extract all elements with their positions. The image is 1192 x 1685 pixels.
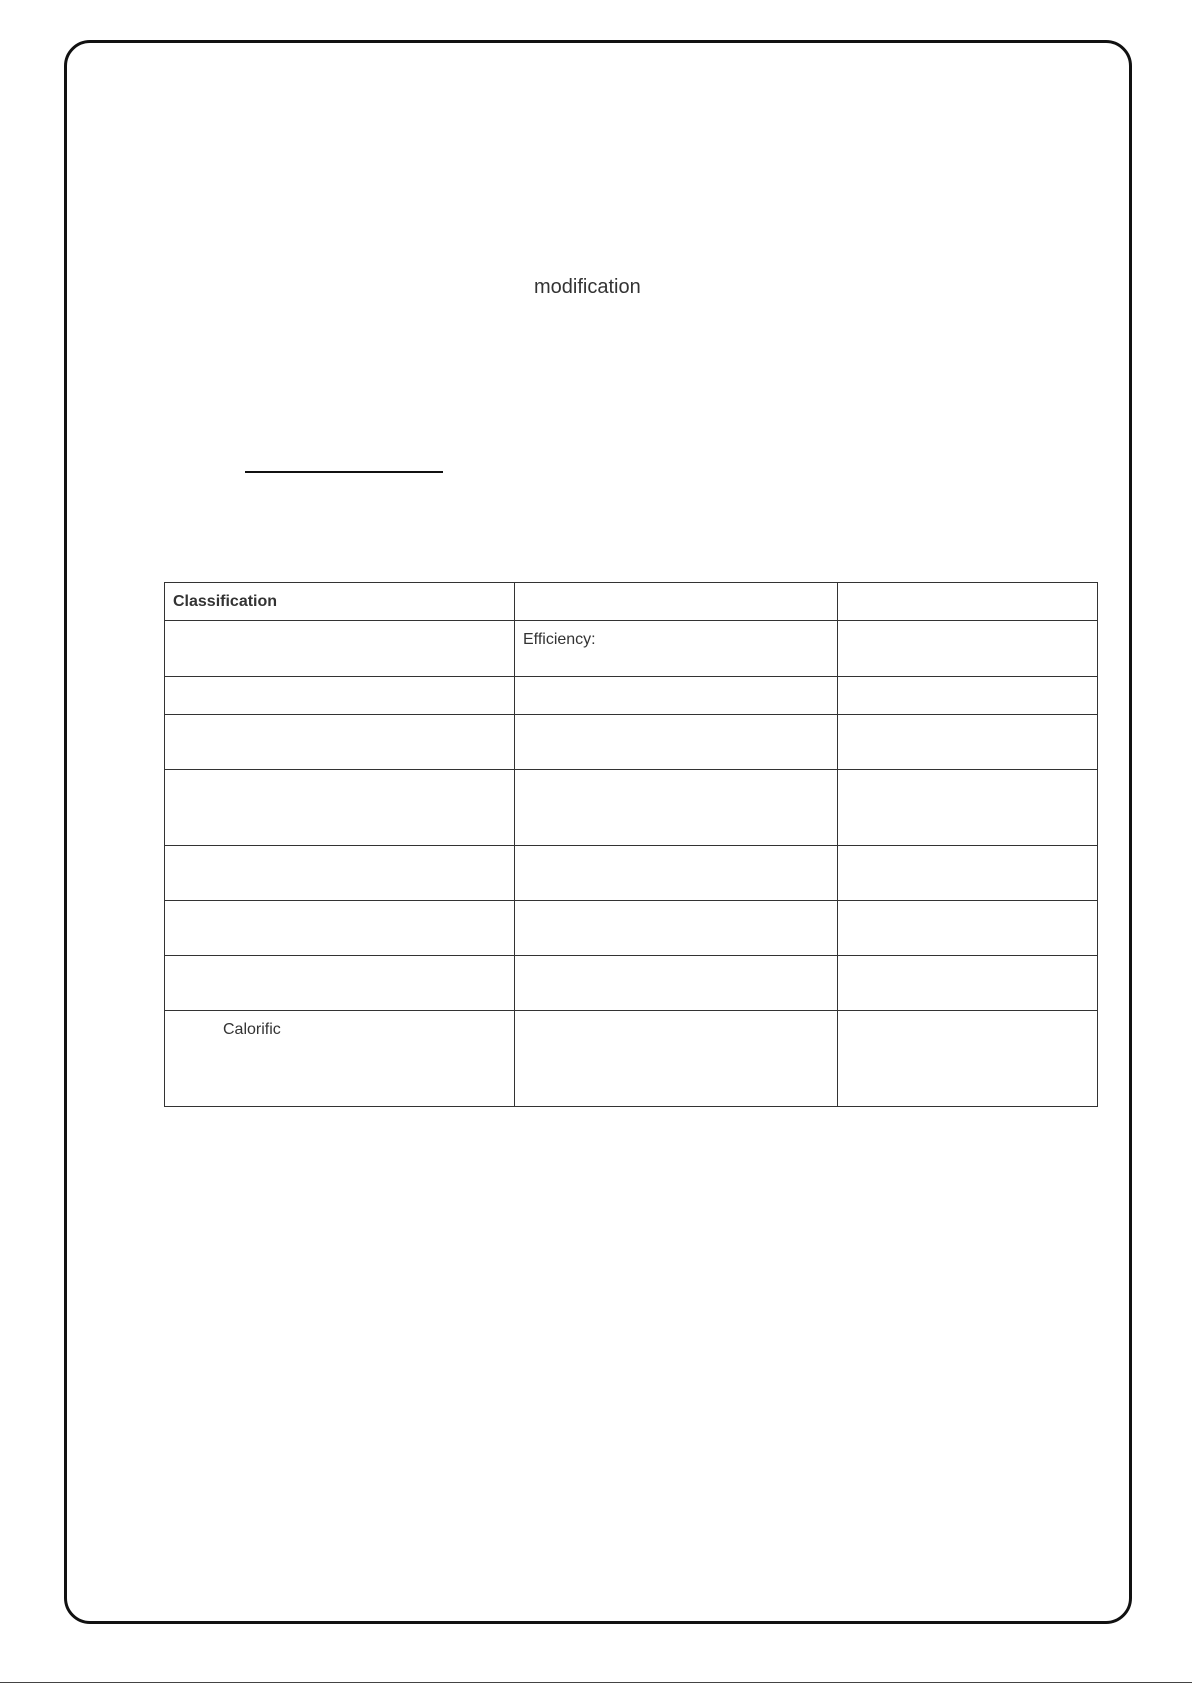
table-row	[165, 1011, 1098, 1107]
table-cell	[165, 901, 515, 956]
table-row	[165, 621, 1098, 677]
table-row	[165, 901, 1098, 956]
table-row	[165, 677, 1098, 715]
table-cell	[515, 846, 838, 901]
header-cell-3	[838, 583, 1098, 621]
table-cell	[838, 770, 1098, 846]
table-row	[165, 846, 1098, 901]
header-cell-2	[515, 583, 838, 621]
table-cell-calorific: Calorific	[165, 1011, 515, 1107]
page-heading: modification	[534, 276, 641, 298]
page-bottom-edge	[0, 1682, 1192, 1683]
table-cell	[165, 677, 515, 715]
table-header-row	[165, 583, 1098, 621]
table-cell	[165, 621, 515, 677]
table-cell	[165, 715, 515, 770]
table-cell	[515, 770, 838, 846]
table-cell	[165, 956, 515, 1011]
table-cell	[515, 1011, 838, 1107]
table-cell	[838, 1011, 1098, 1107]
table-row	[165, 715, 1098, 770]
table-cell	[838, 901, 1098, 956]
table-row	[165, 956, 1098, 1011]
underline-rule	[245, 471, 443, 473]
table-cell	[515, 677, 838, 715]
table-row	[165, 770, 1098, 846]
table-cell	[838, 956, 1098, 1011]
table-cell	[515, 956, 838, 1011]
table-cell	[838, 621, 1098, 677]
table-cell	[165, 770, 515, 846]
table-cell	[838, 846, 1098, 901]
table-cell-efficiency: Efficiency:	[515, 621, 838, 677]
table-cell	[838, 677, 1098, 715]
table-cell	[838, 715, 1098, 770]
classification-table	[164, 582, 1098, 1107]
table-cell	[515, 901, 838, 956]
table-cell	[515, 715, 838, 770]
table-cell	[165, 846, 515, 901]
header-cell-classification: Classification	[165, 583, 515, 621]
